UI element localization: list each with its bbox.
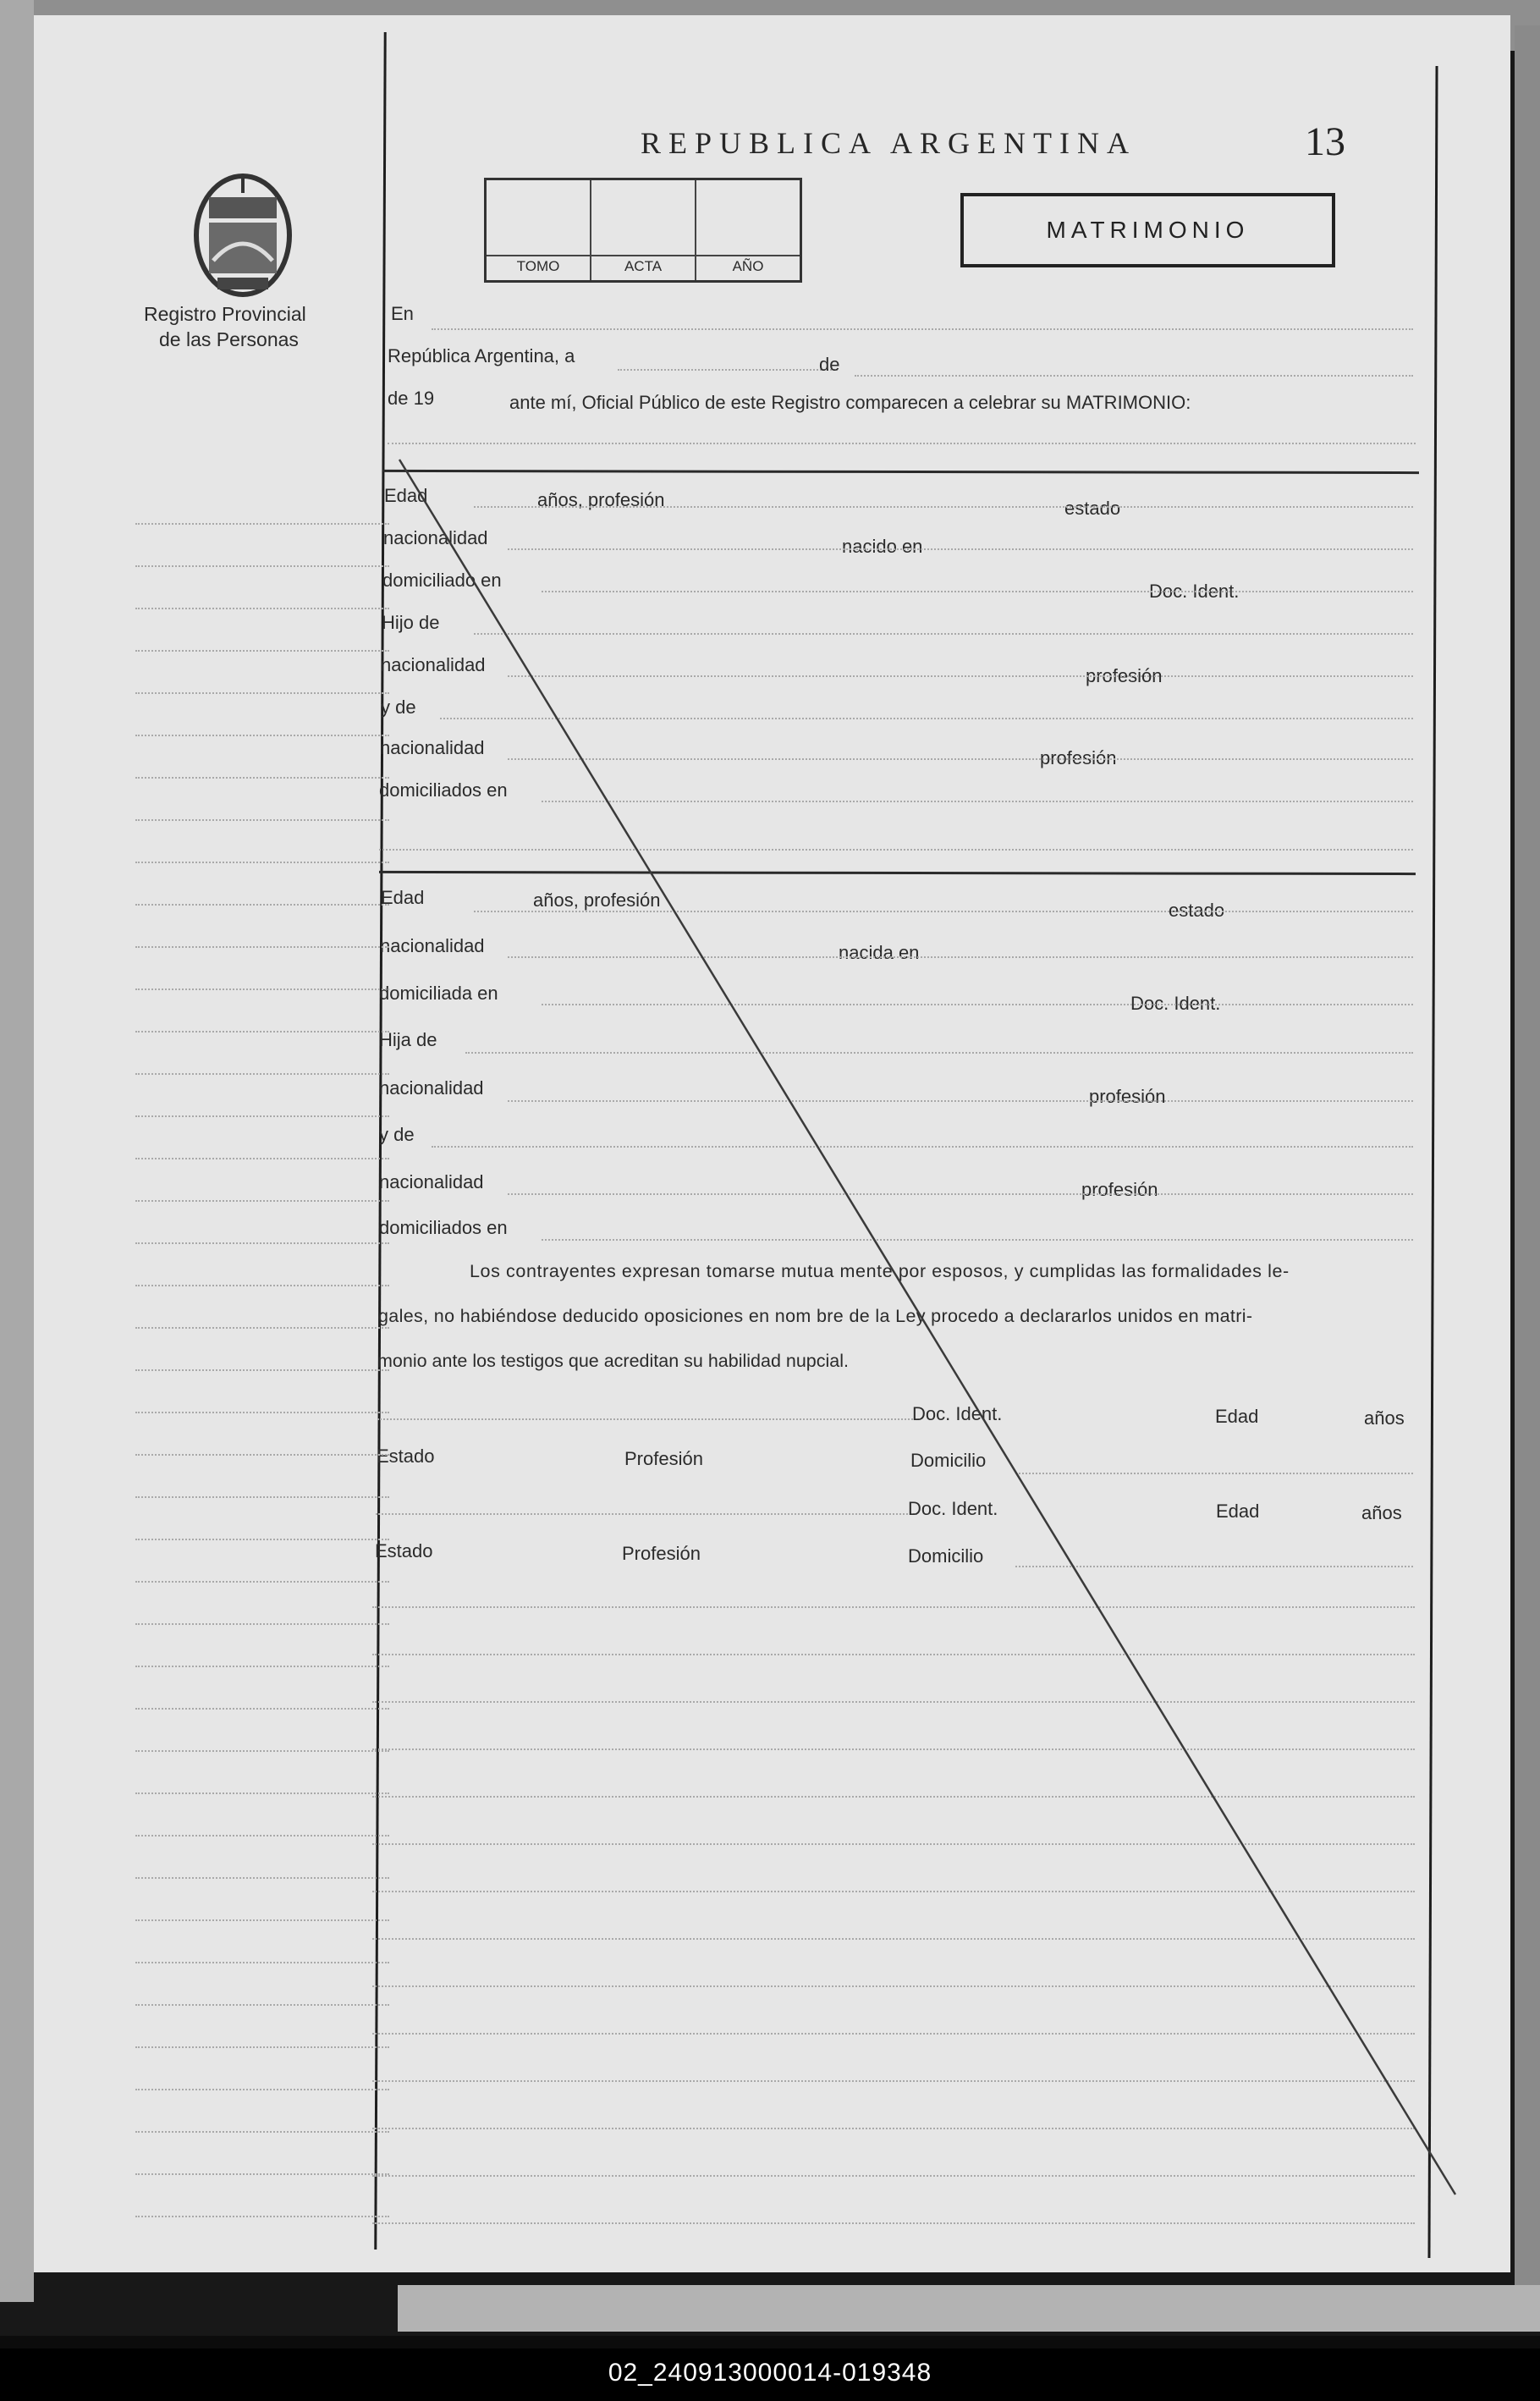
groom-edad: Edad	[384, 485, 428, 506]
bottom-paper-strip	[398, 2285, 1540, 2332]
groom-nacionalidad: nacionalidad	[383, 527, 488, 548]
witness2-domicilio: Domicilio	[908, 1545, 984, 1567]
groom-nacido-en: nacido en	[842, 536, 923, 557]
declaration-line2: gales, no habiéndose deducido oposiciones en nom bre de la Ley procedo a declararlos unidos en matri-	[378, 1306, 1253, 1326]
tomo-label: TOMO	[487, 255, 590, 275]
groom-hijo-de: Hijo de	[382, 612, 440, 633]
bride-mother-nacionalidad: nacionalidad	[379, 1171, 484, 1192]
witness1-anos: años	[1364, 1407, 1405, 1429]
bride-domiciliados-en: domiciliados en	[379, 1217, 508, 1238]
groom-doc-ident: Doc. Ident.	[1149, 581, 1240, 602]
bride-nacionalidad: nacionalidad	[380, 935, 485, 956]
groom-domiciliado-en: domiciliado en	[382, 570, 502, 591]
page-number: 13	[1305, 119, 1345, 164]
groom-mother-nacionalidad: nacionalidad	[380, 737, 485, 758]
witness1-edad: Edad	[1215, 1406, 1259, 1427]
bride-father-nacionalidad: nacionalidad	[379, 1077, 484, 1099]
registry-name-line2: de las Personas	[159, 328, 299, 350]
intro-republica: República Argentina, a	[388, 345, 575, 366]
bride-doc-ident: Doc. Ident.	[1130, 993, 1221, 1014]
witness1-doc-ident: Doc. Ident.	[912, 1403, 1003, 1424]
witness2-profesion: Profesión	[622, 1543, 701, 1564]
groom-estado: estado	[1064, 498, 1121, 519]
cancellation-stroke	[34, 15, 1510, 2272]
ano-label: AÑO	[696, 255, 800, 275]
bride-hija-de: Hija de	[379, 1029, 437, 1050]
groom-domiciliados-en: domiciliados en	[379, 779, 508, 801]
country-heading: REPUBLICA ARGENTINA	[641, 126, 1137, 160]
groom-anos-profesion: años, profesión	[537, 489, 665, 510]
previous-page-edge	[0, 0, 34, 2302]
intro-de19: de 19	[388, 388, 435, 409]
witness1-profesion: Profesión	[624, 1448, 703, 1469]
acta-label: ACTA	[591, 255, 695, 275]
bride-father-profesion: profesión	[1089, 1086, 1166, 1107]
record-type-box: MATRIMONIO	[960, 193, 1335, 267]
bride-estado: estado	[1169, 900, 1225, 921]
intro-ante-mi: ante mí, Oficial Público de este Registro comparecen a celebrar su MATRIMONIO:	[509, 392, 1191, 413]
witness1-estado: Estado	[377, 1446, 435, 1467]
background-right	[1515, 25, 1540, 2327]
declaration-line3: monio ante los testigos que acreditan su habilidad nupcial.	[377, 1351, 849, 1371]
intro-en: En	[391, 303, 414, 324]
intro-de: de	[819, 354, 840, 375]
bride-domiciliada-en: domiciliada en	[379, 983, 498, 1004]
groom-father-profesion: profesión	[1086, 665, 1163, 686]
register-page	[34, 15, 1510, 2272]
witness2-doc-ident: Doc. Ident.	[908, 1498, 998, 1519]
bride-nacida-en: nacida en	[839, 942, 920, 963]
bride-mother-profesion: profesión	[1081, 1179, 1158, 1200]
witness2-estado: Estado	[375, 1540, 433, 1561]
witness2-anos: años	[1361, 1502, 1402, 1523]
witness2-edad: Edad	[1216, 1501, 1260, 1522]
declaration-line1: Los contrayentes expresan tomarse mutua mente por esposos, y cumplidas las formalidades le-	[470, 1261, 1290, 1281]
witness1-domicilio: Domicilio	[910, 1450, 987, 1471]
bride-y-de: y de	[379, 1124, 415, 1145]
groom-father-nacionalidad: nacionalidad	[381, 654, 486, 675]
image-label: 02_240913000014-019348	[608, 2359, 932, 2387]
groom-mother-profesion: profesión	[1040, 747, 1117, 768]
groom-y-de: y de	[381, 697, 416, 718]
bride-anos-profesion: años, profesión	[533, 889, 661, 911]
registry-name-line1: Registro Provincial	[144, 303, 306, 325]
bride-edad: Edad	[381, 887, 425, 908]
